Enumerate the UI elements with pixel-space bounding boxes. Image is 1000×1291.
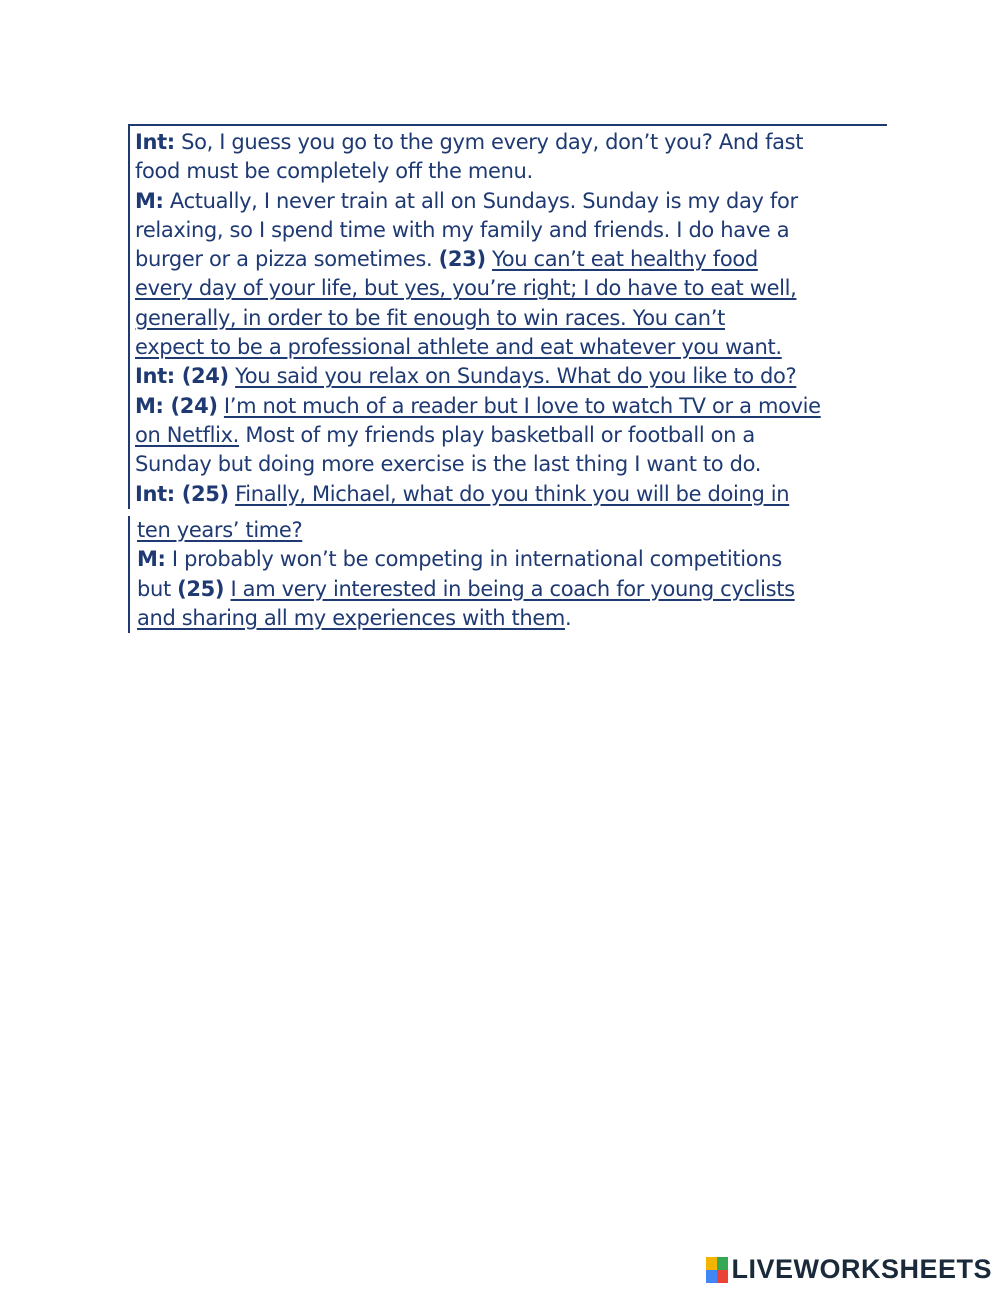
line-2	[137, 545, 889, 574]
line-3	[137, 575, 889, 604]
line-1	[137, 516, 889, 545]
question-number: (23)	[438, 247, 486, 272]
underlined-answer: on Netflix.	[135, 422, 240, 447]
line-9	[135, 362, 887, 391]
text-run: I probably won’t be competing in international competitions	[165, 547, 782, 572]
logo-square-4	[717, 1270, 728, 1283]
line-7	[135, 304, 887, 333]
speaker-label: Int: (24)	[135, 364, 229, 389]
line-6	[135, 274, 887, 303]
underlined-answer: and sharing all my experiences with them	[137, 605, 566, 630]
text-run: Actually, I never train at all on Sundays. Sunday is my day for	[163, 188, 798, 213]
text-run: relaxing, so I spend time with my family and friends. I do have a	[135, 217, 790, 242]
logo-square-1	[706, 1257, 717, 1270]
underlined-answer: I am very interested in being a coach for young cyclists	[230, 576, 795, 601]
underlined-answer: ten years’ time?	[137, 518, 303, 542]
interview-block-2	[128, 516, 889, 633]
line-5	[135, 245, 887, 274]
underlined-answer: You said you relax on Sundays. What do you like to do?	[235, 364, 797, 389]
underlined-answer: Finally, Michael, what do you think you will be doing in	[235, 481, 790, 506]
brand-name: LIVEWORKSHEETS	[731, 1254, 992, 1284]
text-run: .	[565, 605, 572, 630]
speaker-label: M:	[137, 547, 166, 572]
line-4	[137, 604, 889, 633]
underlined-answer: expect to be a professional athlete and eat whatever you want.	[135, 335, 782, 360]
interview-block-1	[128, 124, 887, 509]
text-run: but	[137, 576, 178, 601]
line-2	[135, 157, 887, 186]
text-run: So, I guess you go to the gym every day, don’t you? And fast	[174, 130, 804, 154]
liveworksheets-logo-icon	[706, 1257, 728, 1283]
text-run: food must be completely off the menu.	[135, 159, 533, 184]
speaker-label: M:	[135, 188, 164, 213]
liveworksheets-footer[interactable]	[706, 1254, 992, 1285]
scanned-interview-excerpt	[120, 116, 885, 641]
underlined-answer: You can’t eat healthy food	[492, 247, 758, 272]
underlined-answer: I’m not much of a reader but I love to watch TV or a movie	[223, 393, 821, 418]
text-run: Sunday but doing more exercise is the last thing I want to do.	[135, 452, 762, 477]
speaker-label: M: (24)	[135, 393, 218, 418]
speaker-label: Int: (25)	[135, 481, 229, 506]
underlined-answer: generally, in order to be fit enough to win races. You can’t	[135, 305, 725, 330]
line-11	[135, 421, 887, 450]
line-12	[135, 450, 887, 479]
logo-square-3	[706, 1270, 717, 1283]
logo-square-2	[717, 1257, 728, 1270]
line-4	[135, 216, 887, 245]
text-run: burger or a pizza sometimes.	[135, 247, 439, 272]
speaker-label: Int:	[135, 130, 175, 154]
text-run: Most of my friends play basketball or football on a	[239, 422, 755, 447]
underlined-answer: every day of your life, but yes, you’re right; I do have to eat well,	[135, 276, 797, 301]
line-1	[135, 128, 887, 157]
line-3	[135, 187, 887, 216]
line-8	[135, 333, 887, 362]
line-13	[135, 480, 887, 509]
question-number: (25)	[177, 576, 225, 601]
line-10	[135, 392, 887, 421]
